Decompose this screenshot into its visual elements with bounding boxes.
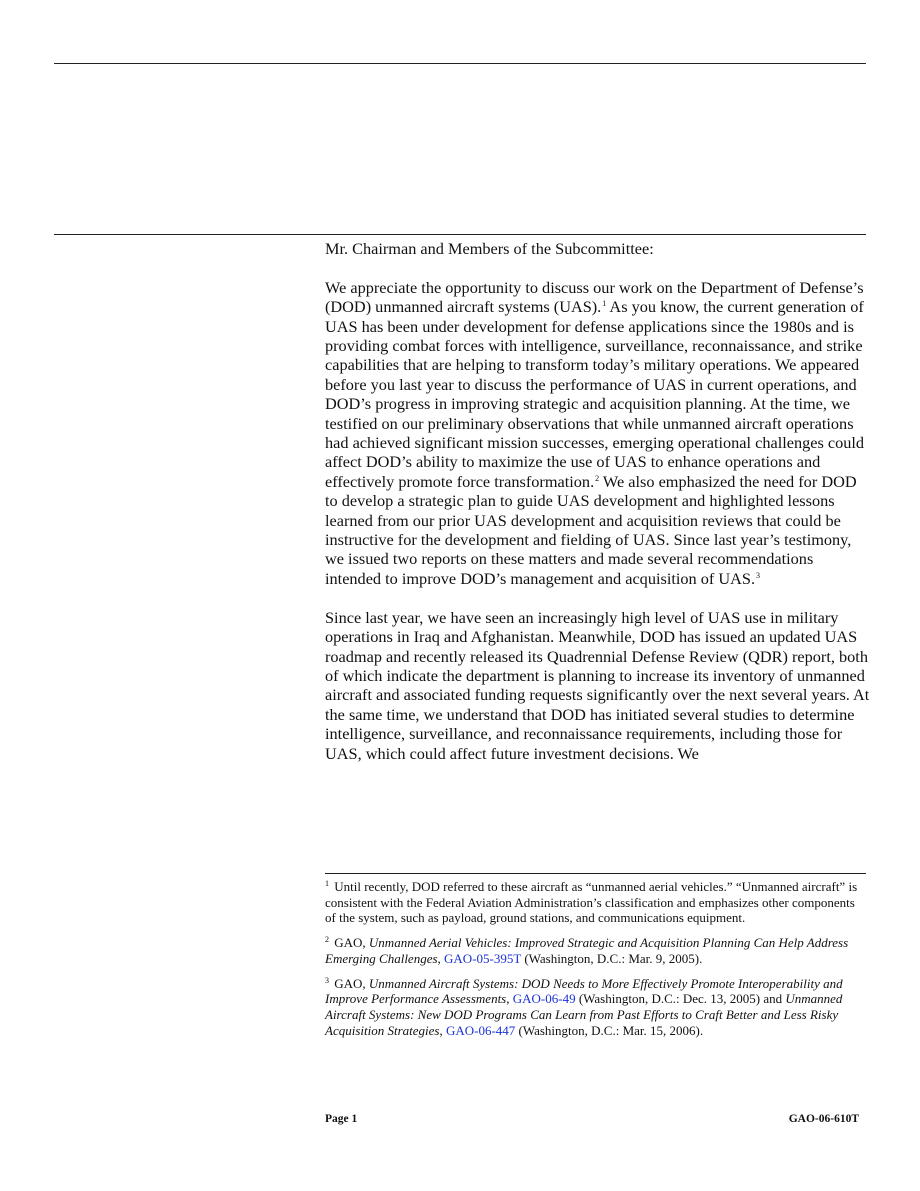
- footnote-3-title-2: Unmanned Aircraft Systems: New DOD Programs Can Learn from Past Efforts to Craft Better and Less Risky Acquisition Strategies: [325, 991, 843, 1038]
- footnote-3-suffix: (Washington, D.C.: Mar. 15, 2006).: [515, 1022, 704, 1038]
- footnote-2-number: 2: [325, 935, 329, 945]
- footnote-2-suffix: (Washington, D.C.: Mar. 9, 2005).: [521, 950, 703, 966]
- footnote-3-report-link-1[interactable]: GAO-06-49: [512, 991, 576, 1007]
- report-number: GAO-06-610T: [788, 1113, 859, 1125]
- page-number: Page 1: [325, 1113, 358, 1125]
- footnote-3-separator-1: ,: [506, 991, 513, 1007]
- footnote-2-separator: ,: [437, 950, 445, 966]
- footnote-3-prefix: GAO,: [331, 975, 369, 991]
- footnote-3-middle: (Washington, D.C.: Dec. 13, 2005) and: [575, 991, 786, 1007]
- header-bottom-rule: [54, 234, 866, 235]
- footnote-3: [325, 976, 866, 1039]
- footnote-2: [325, 935, 866, 966]
- salutation: Mr. Chairman and Members of the Subcommittee:: [325, 239, 654, 258]
- paragraph-1: [325, 278, 870, 589]
- footnote-3-number: 3: [325, 975, 329, 985]
- footnote-1: [325, 879, 866, 926]
- footnote-separator: [325, 873, 866, 874]
- testimony-body: [325, 239, 870, 763]
- footnote-3-separator-2: ,: [439, 1022, 446, 1038]
- footnote-3-title-1: Unmanned Aircraft Systems: DOD Needs to More Effectively Promote Interoperability and Improve Performance Assessments: [325, 975, 843, 1007]
- footnote-3-report-link-2[interactable]: GAO-06-447: [445, 1022, 516, 1038]
- footnote-1-number: 1: [325, 879, 329, 888]
- paragraph-2: Since last year, we have seen an increasingly high level of UAS use in military operations in Iraq and Afghanistan. Meanwhile, DOD has issued an updated UAS roadmap and recently released its Quadrennial Defense Review (QDR) report, both of which indicate the department is planning to increase its inventory of unmanned aircraft and associated funding requests significantly over the next several years. At the same time, we understand that DOD has initiated several studies to determine intelligence, surveillance, and reconnaissance requirements, including those for UAS, which could affect future investment decisions. We: [325, 607, 870, 763]
- header-top-rule: [54, 63, 866, 64]
- footnote-1-text: Until recently, DOD referred to these aircraft as “unmanned aerial vehicles.” “Unmanned aircraft” is consistent with the Federal Aviation Administration’s classification and emphasizes other components of the system, such as payload, ground stations, and communications equipment.: [325, 879, 858, 926]
- paragraph-1-part-1: We appreciate the opportunity to discuss our work on the Department of Defense’s (DOD) unmanned aircraft systems (UAS).: [325, 277, 864, 317]
- footnote-ref-1[interactable]: 1: [602, 299, 607, 309]
- footnotes: [325, 879, 866, 1038]
- footnote-ref-2[interactable]: 2: [595, 473, 600, 483]
- footnote-2-prefix: GAO,: [331, 935, 369, 951]
- footnote-2-report-link[interactable]: GAO-05-395T: [444, 950, 522, 966]
- footnote-2-title: Unmanned Aerial Vehicles: Improved Strategic and Acquisition Planning Can Help Address Emerging Challenges: [325, 935, 849, 966]
- footnote-ref-3[interactable]: 3: [756, 570, 761, 580]
- paragraph-1-part-3: We also emphasized the need for DOD to develop a strategic plan to guide UAS development and highlighted lessons learned from our prior UAS development and acquisition reviews that could be instructive for the development and fielding of UAS. Since last year’s testimony, we issued two reports on these matters and made several recommendations intended to improve DOD’s management and acquisition of UAS.: [325, 471, 857, 588]
- paragraph-1-part-2: As you know, the current generation of UAS has been under development for defense applications since the 1980s and is providing combat forces with intelligence, surveillance, reconnaissance, and strike capabilities that are helping to transform today’s military operations. We appeared before you last year to discuss the performance of UAS in current operations, and DOD’s progress in improving strategic and acquisition planning. At the time, we testified on our preliminary observations that while unmanned aircraft operations had achieved significant mission successes, emerging operational challenges could affect DOD’s ability to maximize the use of UAS to enhance operations and effectively promote force transformation.: [325, 297, 865, 491]
